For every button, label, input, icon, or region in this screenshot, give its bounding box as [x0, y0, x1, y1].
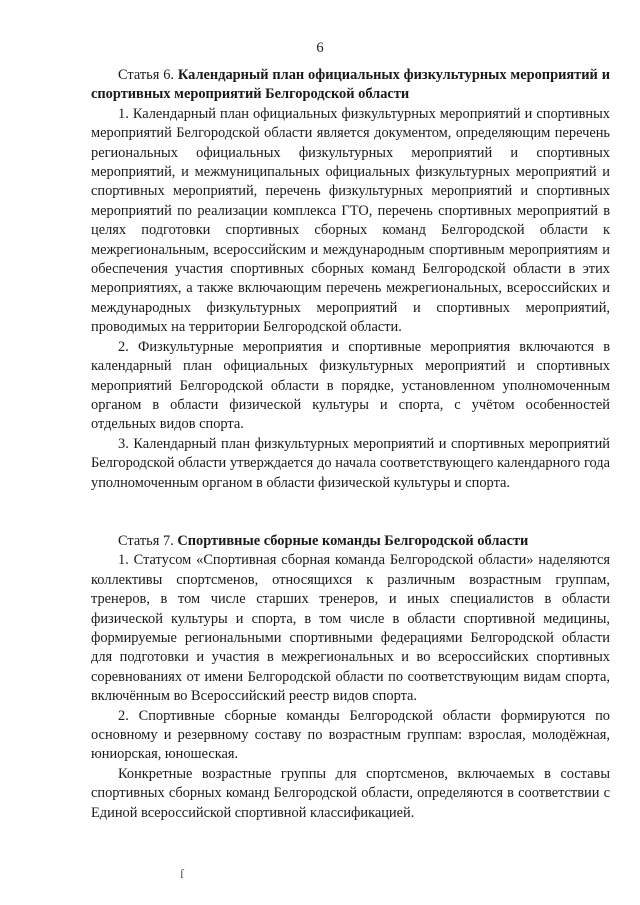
article-7-paragraph-1: 1. Статусом «Спортивная сборная команда Белгородской области» наделяются коллективы спортсменов, относящихся к различным возрастным группам, тренеров, в том числе старших тренеров, и иных специалистов в области физической культуры и спорта, в том числе в области спортивной медицины, формируемые региональными спортивными федерациями Белгородской области для подготовки и участия в межрегиональных и во всероссийских спортивных соревнованиях от имени Белгородской области по соответствующим видам спорта, включённым во Всероссийский реестр видов спорта.: [91, 552, 610, 705]
page-number: 6: [316, 40, 324, 56]
article-6-paragraph-2: 2. Физкультурные мероприятия и спортивные мероприятия включаются в календарный план официальных физкультурных мероприятий и спортивных мероприятий Белгородской области в порядке, установленном уполномоченным органом в области физической культуры и спорта, с учётом особенностей отдельных видов спорта.: [91, 338, 610, 433]
document-body: [91, 66, 610, 823]
article-6-paragraph-3: 3. Календарный план физкультурных мероприятий и спортивных мероприятий Белгородской области утверждается до начала соответствующего календарного года уполномоченным органом в области физической культуры и спорта.: [91, 435, 610, 491]
article-7-heading: [91, 532, 610, 551]
article-7-label: Статья 7.: [118, 532, 174, 549]
article-6-paragraph-1: 1. Календарный план официальных физкультурных мероприятий и спортивных мероприятий Белгородской области является документом, определяющим перечень региональных официальных физкультурных мероприятий и спортивных мероприятий, и межмуниципальных официальных физкультурных мероприятий и спортивных мероприятий, перечень физкультурных мероприятий и спортивных мероприятий по реализации комплекса ГТО, перечень спортивных мероприятий в целях подготовки спортивных сборных команд Белгородской области к межрегиональным, всероссийским и международным спортивным мероприятиям и обеспечения участия спортивных сборных команд Белгородской области в этих мероприятиях, а также включающим перечень межрегиональных, всероссийских и международных физкультурных мероприятий и спортивных мероприятий, проводимых на территории Белгородской области.: [91, 105, 610, 336]
article-6-title: Календарный план официальных физкультурных мероприятий и спортивных мероприятий Белгородской области: [91, 67, 610, 103]
article-7-paragraph-2: 2. Спортивные сборные команды Белгородской области формируются по основному и резервному составу по возрастным группам: взрослая, молодёжная, юниорская, юношеская.: [91, 707, 610, 763]
section-spacer: [91, 493, 610, 532]
article-6-heading: [91, 66, 610, 105]
article-6-label: Статья 6.: [118, 67, 175, 83]
article-7-title: Спортивные сборные команды Белгородской области: [177, 532, 529, 549]
article-7-paragraph-3: Конкретные возрастные группы для спортсменов, включаемых в составы спортивных сборных команд Белгородской области, определяются в соответствии с Единой всероссийской спортивной классификацией.: [91, 765, 610, 821]
footer-mark: ſ: [180, 866, 184, 881]
